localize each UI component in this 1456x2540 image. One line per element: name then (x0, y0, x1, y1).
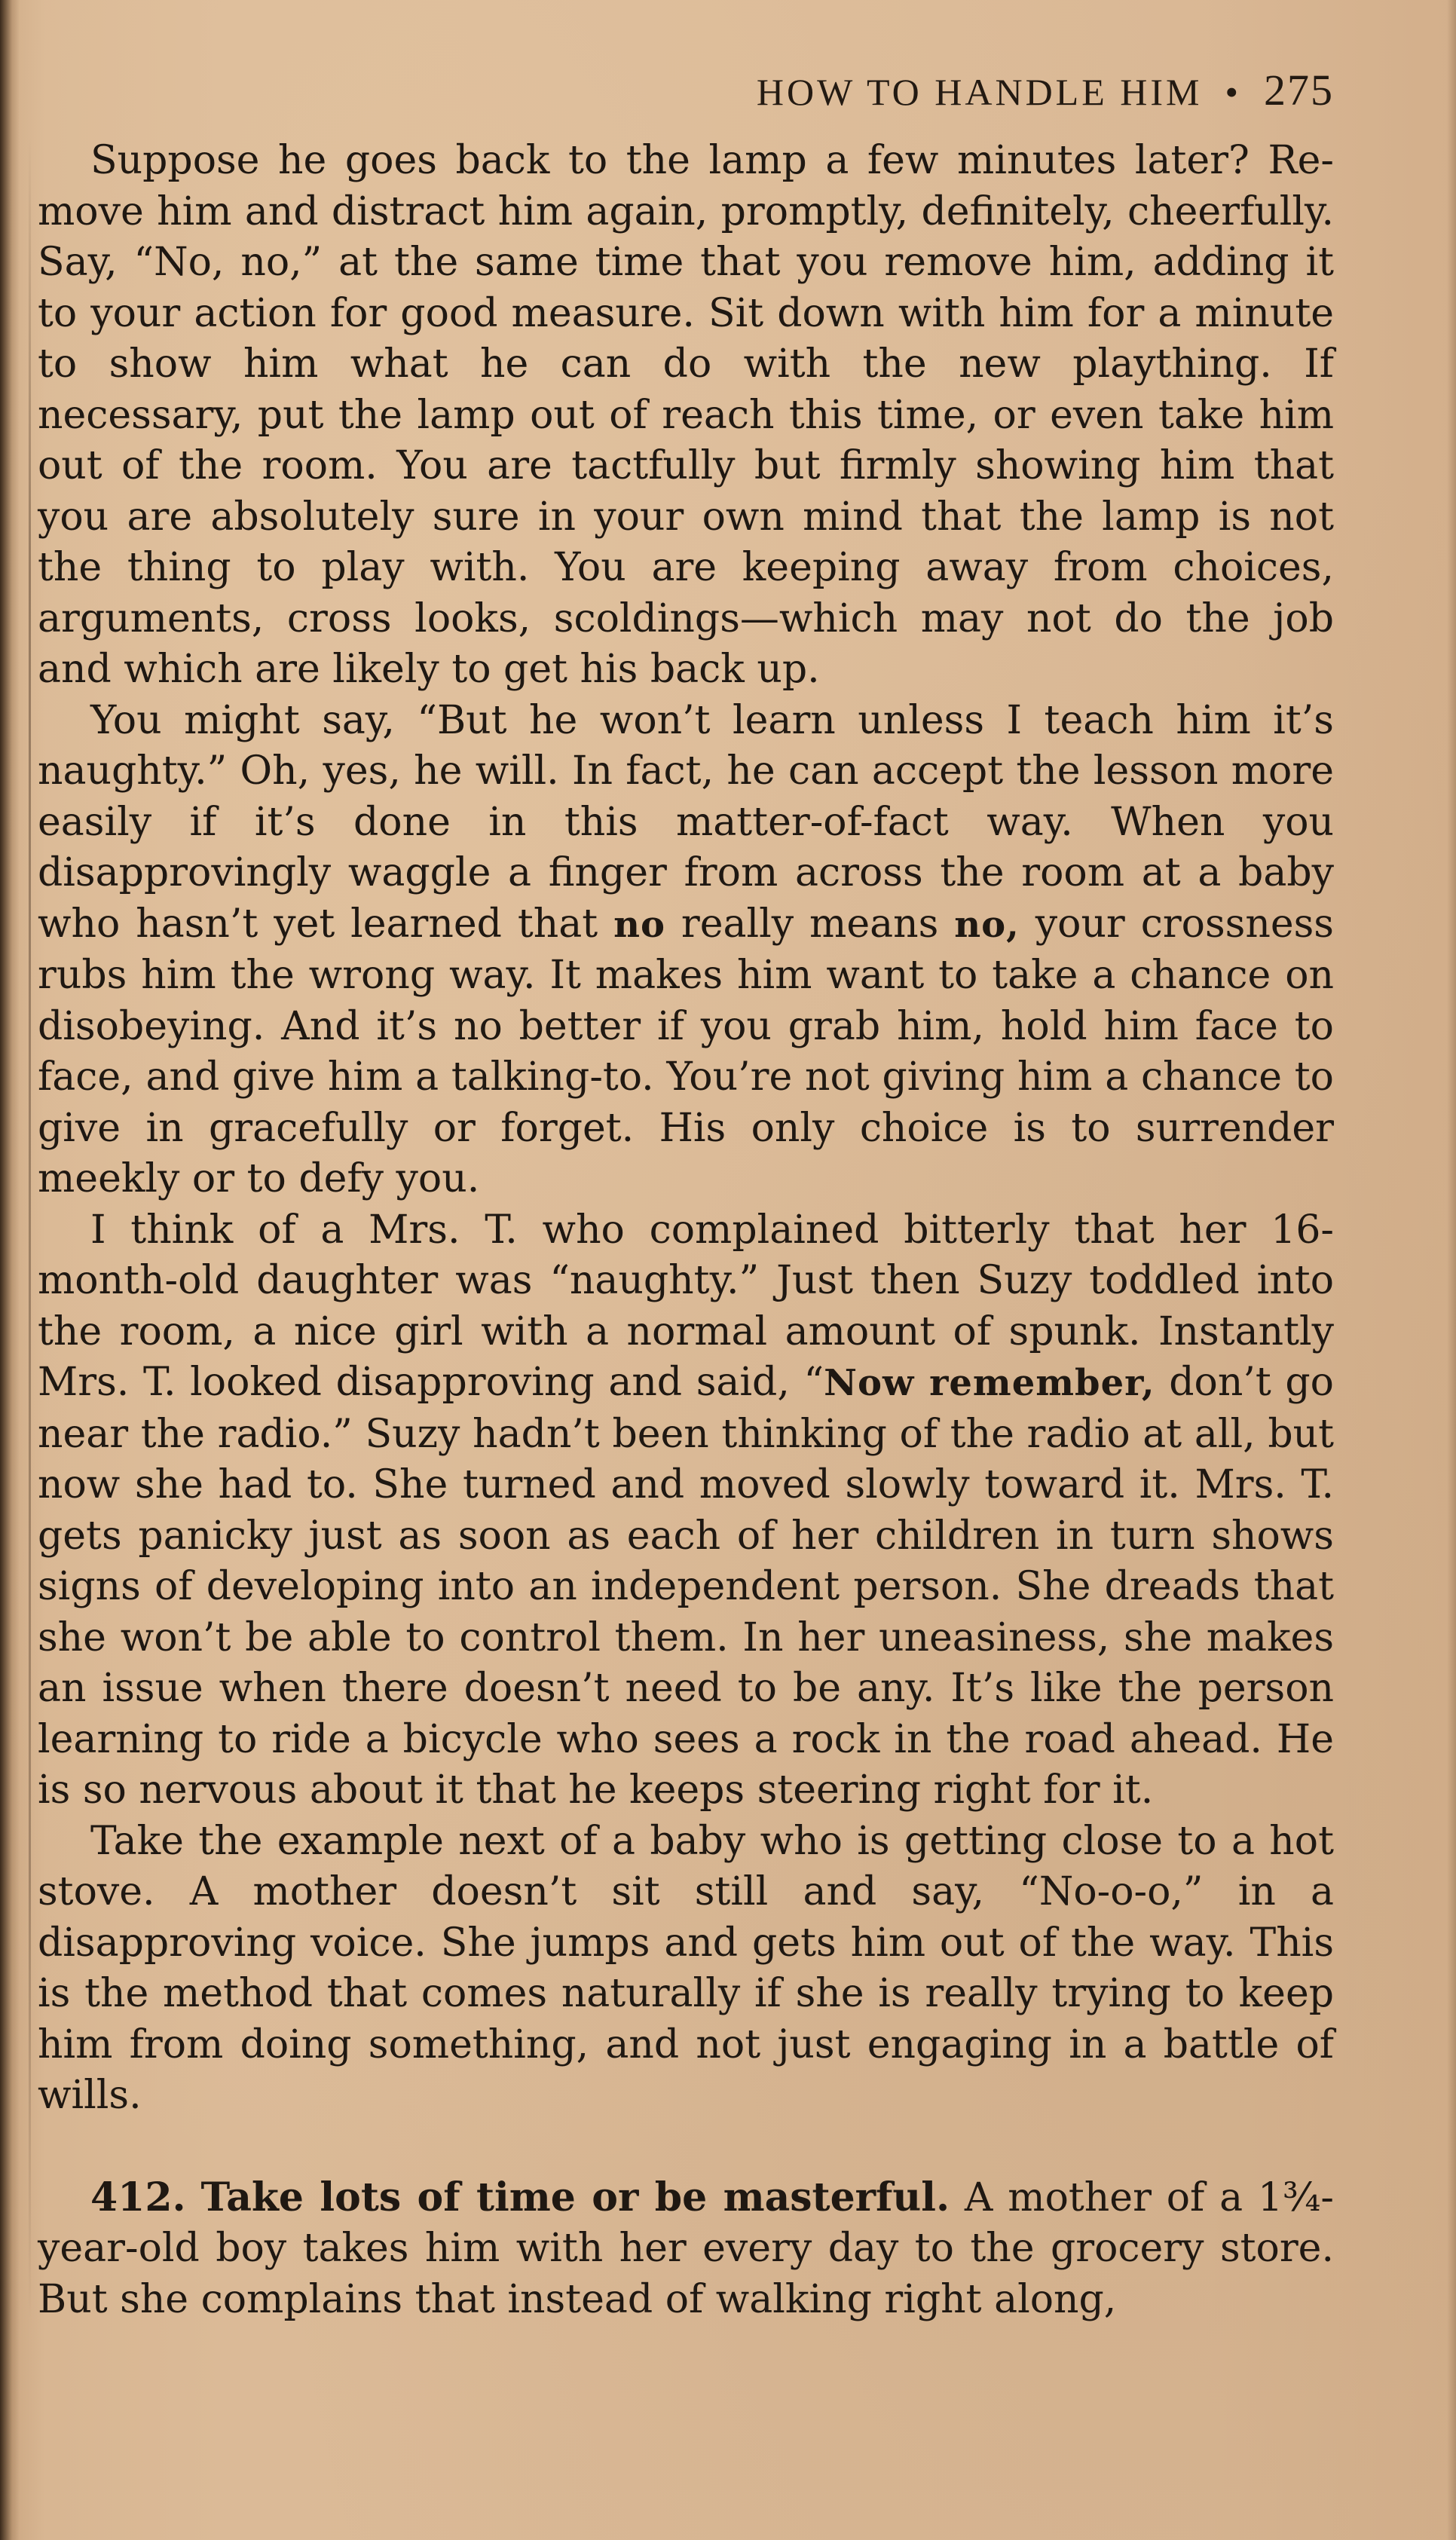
paragraph-naughty-text-2: really means (665, 901, 955, 947)
paragraph-mrs-t-text-1: I think of a Mrs. T. who complained bitterly that her 16-month-old daughter was “naughty.” Just then Suzy toddled into the room, a nice girl with a normal amount of spunk. Instantly Mrs. T. looked disapproving and said, “ (38, 1207, 1334, 1405)
running-head (648, 65, 1334, 115)
paragraph-lamp: Suppose he goes back to the lamp a few minutes later? Remove him and distract him again, promptly, definitely, cheerfully. Say, “No, no,” at the same time that you remove him, adding it to your action for good measure. Sit down with him for a minute to show him what he can do with the new plaything. If necessary, put the lamp out of reach this time, or even take him out of the room. You are tactfully but firmly showing him that you are absolutely sure in your own mind that the lamp is not the thing to play with. You are keeping away from choices, arguments, cross looks, scoldings—which may not do the job and which are likely to get his back up. (38, 138, 1334, 692)
page-text-block (38, 136, 1334, 2325)
paragraph-mrs-t (38, 1205, 1334, 1816)
section-412-text: A mother of a 1¾-year-old boy takes him with her every day to the grocery store. But she complains that instead of walking right along, (38, 2174, 1335, 2322)
emphasis-now-remember: Now remember, (824, 1362, 1155, 1404)
paragraph-mrs-t-text-2: don’t go near the radio.” Suzy hadn’t been thinking of the radio at all, but now she had to. She turned and moved slowly toward it. Mrs. T. gets panicky just as soon as each of her children in turn shows signs of developing into an independent person. She dreads that she won’t be able to control them. In her uneasiness, she makes an issue when there doesn’t need to be any. It’s like the person learning to ride a bicycle who sees a rock in the road ahead. He is so nervous about it that he keeps steering right for it. (38, 1360, 1334, 1813)
page-number: 275 (1264, 66, 1334, 115)
running-head-title: HOW TO HANDLE HIM (756, 71, 1203, 113)
margin-shadow-line (29, 136, 31, 2321)
section-412 (38, 2172, 1334, 2326)
running-head-separator: • (1225, 71, 1241, 113)
section-title: Take lots of time or be masterful. (200, 2174, 950, 2220)
paragraph-hot-stove: Take the example next of a baby who is getting close to a hot stove. A mother doesn’t sit still and say, “No-o-o,” in a disapproving voice. She jumps and gets him out of the way. This is the method that comes naturally if she is really trying to keep him from doing something, and not just engaging in a battle of wills. (38, 1818, 1334, 2118)
page-right-edge (1447, 0, 1456, 2540)
paragraph-naughty (38, 696, 1334, 1205)
emphasis-no-2: no, (954, 903, 1020, 946)
binding-gutter-shadow (0, 0, 20, 2540)
emphasis-no-1: no (613, 903, 665, 946)
paragraph-naughty-text-3: your crossness rubs him the wrong way. It makes him want to take a chance on disobeying. And it’s no better if you grab him, hold him face to face, and give him a talking-to. You’re not giving him a chance to give in gracefully or forget. His only choice is to surrender meekly or to defy you. (38, 901, 1334, 1201)
section-number: 412. (90, 2174, 186, 2220)
paragraph-naughty-text-1: You might say, “But he won’t learn unless I teach him it’s naughty.” Oh, yes, he will. In fact, he can accept the lesson more easily if it’s done in this matter-of-fact way. When you disapprovingly waggle a finger from across the room at a baby who hasn’t yet learned that (38, 697, 1334, 947)
